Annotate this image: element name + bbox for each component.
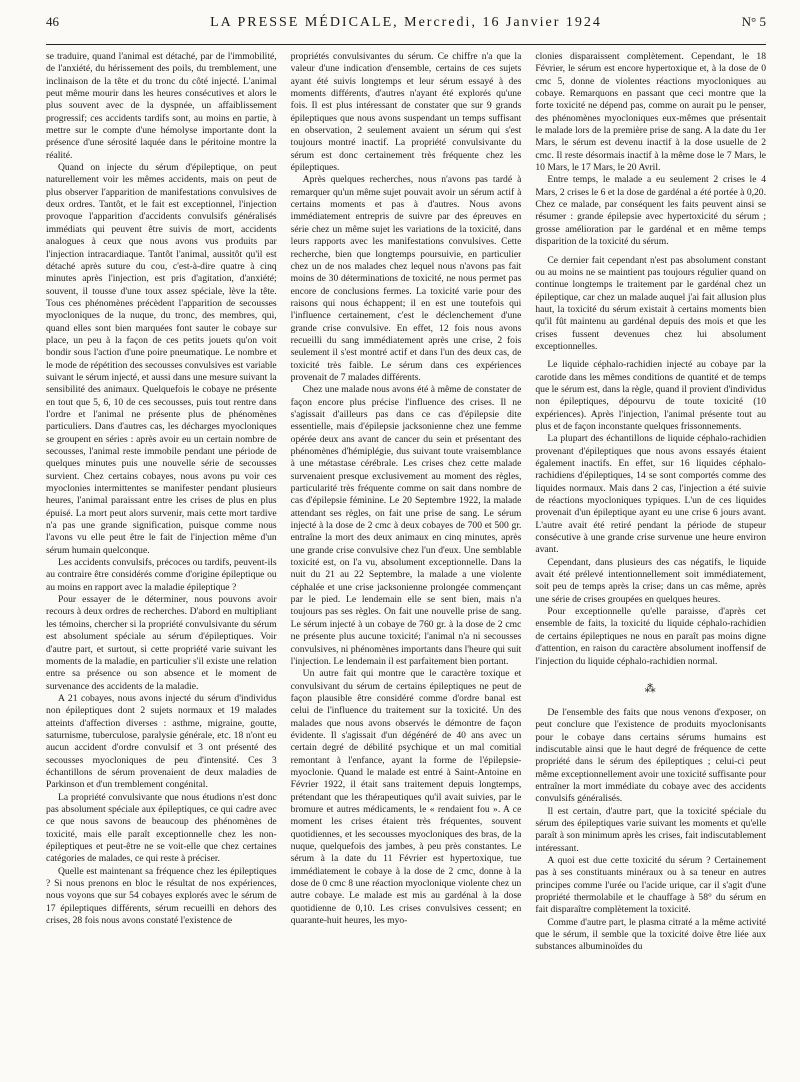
issue-number: N° 5	[741, 14, 766, 29]
page-number: 46	[46, 14, 59, 29]
paragraph: Le liquide céphalo-rachidien injecté au cobaye par la carotide dans les mêmes conditions de quantité et de temps que le sérum est, dans la règle, quand il provient d'individus non épileptiques, dépourvu de toute toxicité (10 expériences). Après l'injection, l'animal présente tout au plus et de façon inconstante quelques frissonnements.	[535, 359, 766, 432]
paragraph: Pour essayer de le déterminer, nous pouvons avoir recours à deux ordres de recherches. D'abord en multipliant les témoins, chercher si la propriété convulsivante du sérum est absolument spéciale au sérum d'épileptiques. Voir d'autre part, et surtout, si cette propriété varie suivant les moments de la maladie, en particulier s'il existe une relation entre sa présence ou son absence et le moment de survenance des accidents de la maladie.	[46, 594, 277, 692]
header-rule	[46, 44, 766, 45]
paragraph: Cependant, dans plusieurs des cas négatifs, le liquide avait été prélevé intentionnellement soit immédiatement, soit peu de temps après la crise; dans un cas même, après une série de crises groupées en quelques heures.	[535, 556, 766, 605]
paragraph: Un autre fait qui montre que le caractère toxique et convulsivant du sérum de certains épileptiques ne peut de façon plausible être considéré comme d'ordre banal est celui de l'influence du traitement sur la toxicité. Un des malades que nous avons observés le démontre de façon évidente. Il s'agissait d'un dégénéré de 40 ans avec un certain degré de débilité psychique et un mal comitial remontant à l'enfance, ayant la forme de l'épilepsie-myoclonie. Quand le malade est entré à Saint-Antoine en Février 1922, il était sans traitement depuis longtemps, prétendant que les thérapeutiques qu'il avait suivies, par le bromure et autres médicaments, le « rendaient fou ». A ce moment les crises étaient très fréquentes, souvent quotidiennes, et les secousses myocloniques des bras, de la nuque, quelquefois des jambes, à peu près constantes. Le sérum à la date du 11 Février est hypertoxique, tue immédiatement le cobaye à la dose de 2 cmc, donne à la dose de 0 cmc 8 une réaction myoclonique violente chez un autre cobaye. Le malade est mis au gardénal à la dose quotidienne de 0,10. Les crises convulsives cessent; en quarante-huit heures, les myo-	[290, 668, 522, 927]
section-asterism: ⁂	[644, 682, 657, 695]
paragraph: Comme d'autre part, le plasma citraté a la même activité que le sérum, il semble que la toxicité doive être liée aux substances albuminoïdes du	[535, 916, 766, 953]
journal-title: LA PRESSE MÉDICALE, Mercredi, 16 Janvier 1924	[210, 15, 602, 30]
paragraph: Pour exceptionnelle qu'elle paraisse, d'après cet ensemble de faits, la toxicité du liquide céphalo-rachidien de certains épileptiques ne nous en paraît pas moins digne d'attention, en raison du caractère absolument inoffensif de l'injection du liquide céphalo-rachidien normal.	[535, 606, 766, 667]
paragraph: se traduire, quand l'animal est détaché, par de l'immobilité, de l'anxiété, du hérissement des poils, du tremblement, une inclinaison de la tête et du tronc du côté injecté. L'animal peut même mourir dans les heures consécutives et alors le plus souvent avec de la dyspnée, un affaiblissement progressif; ces accidents tardifs sont, au moins en partie, à mettre sur le compte d'une hémolyse importante dont la présence d'une sérosité laquée dans le péritoine montre la réalité.	[46, 51, 277, 161]
paragraph: De l'ensemble des faits que nous venons d'exposer, on peut conclure que l'existence de produits myoclonisants pour le cobaye dans certains sérums humains est indiscutable ainsi que le haut degré de fréquence de cette propriété dans le sérum des épileptiques ; celui-ci peut même exceptionnellement avoir une toxicité suffisante pour entraîner la mort immédiate du cobaye avec des accidents convulsifs généralisés.	[535, 706, 766, 805]
paragraph: La plupart des échantillons de liquide céphalo-rachidien provenant d'épileptiques que nous avons essayés étaient également inactifs. En effet, sur 16 liquides céphalo-rachidiens d'épileptiques, 14 se sont comportés comme des liquides normaux. Mais dans 2 cas, l'injection a été suivie de réactions myocloniques typiques. L'un de ces liquides provenait d'un épileptique ayant eu une crise 6 jours avant. L'autre avait été retiré pendant la période de stupeur consécutive à une grande crise survenue une heure environ avant.	[535, 433, 766, 556]
paragraph: Entre temps, le malade a eu seulement 2 crises le 4 Mars, 2 crises le 6 et la dose de gardénal a été portée à 0,20. Chez ce malade, par conséquent les faits peuvent ainsi se résumer : grande épilepsie avec hypertoxicité du sérum ; grosse amélioration par le gardénal et en même temps disparition de la toxicité du sérum.	[535, 174, 766, 248]
paragraph: Quelle est maintenant sa fréquence chez les épileptiques ? Si nous prenons en bloc le résultat de nos expériences, nous voyons que sur 54 cobayes explorés avec le sérum de 17 épileptiques différents, sérum recueilli en dehors des crises, 28 fois nous avons constaté l'existence de	[46, 865, 277, 927]
column-middle	[291, 51, 522, 1071]
paragraph: A quoi est due cette toxicité du sérum ? Certainement pas à ses constituants minéraux ou à sa teneur en autres principes comme l'urée ou l'acide urique, car il s'agit d'une propriété thermolabile et le chauffage à 58° du sérum en fait disparaître complètement la toxicité.	[535, 854, 766, 916]
paragraph: Après quelques recherches, nous n'avons pas tardé à remarquer qu'un même sujet pouvait avoir un sérum actif à certains moments et pas à d'autres. Nous avons immédiatement entrepris de suivre par des épreuves en série chez un même sujet les variations de la toxicité, dans leurs rapports avec les manifestations convulsives. Cette recherche, bien que longtemps poursuivie, en particulier chez un de nos malades chez lequel nous n'avons pas fait moins de 30 déterminations de toxicité, ne nous permet pas encore de conclusions fermes. La toxicité varie pour des raisons qui nous échappent; il en est une toutefois qui l'influence certainement, c'est le déclenchement d'une grande crise convulsive. En effet, 12 fois nous avons recueilli du sang immédiatement après une crise, 2 fois seulement il s'est montré actif et dans l'un des deux cas, de toxicité très faible. Le sérum dans ces expériences provenait de 7 malades différents.	[290, 174, 522, 383]
paragraph: Chez une malade nous avons été à même de constater de façon encore plus précise l'influence des crises. Il ne s'agissait d'ailleurs pas dans ce cas d'épilepsie dite essentielle, mais d'épilepsie jacksonienne chez une femme opérée deux ans avant de cancer du sein et présentant des phénomènes d'hémiplégie, dus suivant toute vraisemblance à une métastase cérébrale. Les crises chez cette malade survenaient presque exclusivement au moment des règles, particularité très fréquente comme on sait dans nombre de cas d'épilepsie féminine. Le 20 Septembre 1922, la malade attendant ses règles, on fait une prise de sang. Le sérum injecté à la dose de 2 cmc à deux cobayes de 700 et 500 gr. entraîne la mort des deux animaux en cinq minutes, après une grande crise convulsive chez l'un d'eux. Une semblable toxicité est, on l'a vu, absolument exceptionnelle. Dans la nuit du 21 au 22 Septembre, la malade a une violente céphalée et une crise jacksonienne prolongée commençant par le pied. Le lendemain elle se sent bien, mais n'a toujours pas ses règles. On fait une nouvelle prise de sang. Le sérum injecté à un cobaye de 760 gr. à la dose de 2 cmc ne présente plus aucune toxicité; l'animal n'a ni secousses convulsives, ni phénomènes importants dans l'heure qui suit l'injection. Le lendemain il est parfaitement bien portant.	[290, 384, 522, 667]
paragraph: A 21 cobayes, nous avons injecté du sérum d'individus non épileptiques dont 2 sujets normaux et 19 malades atteints d'affection diverses : asthme, migraine, goutte, saturnisme, tuberculose, paralysie générale, etc. 18 n'ont eu aucun accident d'ordre convulsif et 3 ont présenté des secousses myocloniques de peu d'intensité. Ces 3 échantillons de sérum provenaient de deux maladies de Parkinson et d'un tremblement congénital.	[46, 692, 277, 791]
column-right	[535, 51, 766, 1071]
paragraph: clonies disparaissent complètement. Cependant, le 18 Février, le sérum est encore hypertoxique et, à la dose de 0 cmc 5, donne de violentes réactions myocloniques au cobaye. Remarquons en passant que ceci montre que la forte toxicité ne dépend pas, comme on aurait pu le penser, des phénomènes myocloniques eux-mêmes que présentait le malade lors de la première prise de sang. A la date du 1er Mars, le sérum est devenu inactif à la dose usuelle de 2 cmc. Il reste désormais inactif à la même dose le 7 Mars, le 10 Mars, le 17 Mars, le 20 Avril.	[535, 51, 766, 174]
paragraph: Il est certain, d'autre part, que la toxicité spéciale du sérum des épileptiques varie suivant les moments et qu'elle paraît à son minimum après les crises, fait indiscutablement intéressant.	[535, 805, 766, 854]
article-columns	[46, 51, 766, 1071]
paragraph: Ce dernier fait cependant n'est pas absolument constant ou au moins ne se maintient pas toujours régulier quand on continue longtemps le traitement par le gardénal chez un épileptique, car chez un malade auquel j'ai fait allusion plus haut, la toxicité du sérum existait à certains moments bien qu'il fût maintenu au gardénal depuis des mois et que les crises fussent devenues chez lui absolument exceptionnelles.	[535, 254, 766, 352]
paragraph: propriétés convulsivantes du sérum. Ce chiffre n'a que la valeur d'une indication d'ensemble, certains de ces sujets ayant été suivis longtemps et leur sérum essayé à des moments différents, d'autres n'ayant été explorés qu'une fois. Il est plus intéressant de constater que sur 9 grands épileptiques que nous avons suspendant un temps suffisant en observation, 2 seulement avaient un sérum qui s'est toujours montré inactif. La propriété convulsivante du sérum est donc certainement très fréquente chez les épileptiques.	[290, 51, 522, 174]
paragraph: Quand on injecte du sérum d'épileptique, on peut naturellement voir les mêmes accidents, mais on peut de plus observer l'apparition de manifestations convulsives de deux ordres. Tantôt, et le fait est exceptionnel, l'injection provoque l'apparition d'accidents convulsifs généralisés immédiats qui peuvent être suivis de mort, accidents analogues à ceux que nous avons vus produits par l'injection intracardiaque. Tantôt l'animal, aussitôt qu'il est détaché après suture du cou, c'est-à-dire quatre à cinq minutes après l'injection, est pris d'agitation, d'anxiété; souvent, il tousse d'une toux assez spéciale, lève la tête. Tous ces phénomènes précèdent l'apparition de secousses myocloniques de la nuque, du tronc, des membres, qui, quand elles sont bien marquées font sauter le cobaye sur place, un peu à la façon de ces petits jouets qu'on voit bondir sous l'action d'une poire pneumatique. Le nombre et le mode de répétition des secousses convulsives est variable suivant le sérum injecté, et aussi dans une mesure suivant la sensibilité des animaux. Quelquefois le cobaye ne présente en tout que 5, 6, 10 de ces secousses, puis tout rentre dans l'ordre et l'animal ne présente plus de phénomènes particuliers. Dans d'autres cas, les décharges myocloniques se groupent en séries : après avoir eu un certain nombre de secousses, l'animal reste immobile pendant une période de quelques minutes puis une nouvelle série de secousses survient. Chez certains cobayes, nous avons pu voir ces myoclonies intermittentes se manifester pendant plusieurs heures, l'animal paraissant entre les crises de plus en plus épuisé. La mort peut alors survenir, mais cette mort tardive n'a pas une grande signification, puisque comme nous l'avons vu elle peut être le fait de l'injection même d'un sérum humain quelconque.	[46, 162, 277, 556]
paragraph: La propriété convulsivante que nous étudions n'est donc pas absolument spéciale aux épileptiques, ce qui cadre avec ce que nous savons de beaucoup des phénomènes de toxicité, mais elle paraît exceptionnelle chez les non-épileptiques et peut-être ne se voit-elle que chez certaines catégories de malades, ce qui reste à préciser.	[46, 791, 277, 865]
column-left	[46, 51, 277, 1071]
page-header	[46, 14, 766, 38]
paragraph: Les accidents convulsifs, précoces ou tardifs, peuvent-ils au contraire être considérés comme d'origine épileptique ou au moins en rapport avec la maladie épileptique ?	[46, 557, 277, 593]
